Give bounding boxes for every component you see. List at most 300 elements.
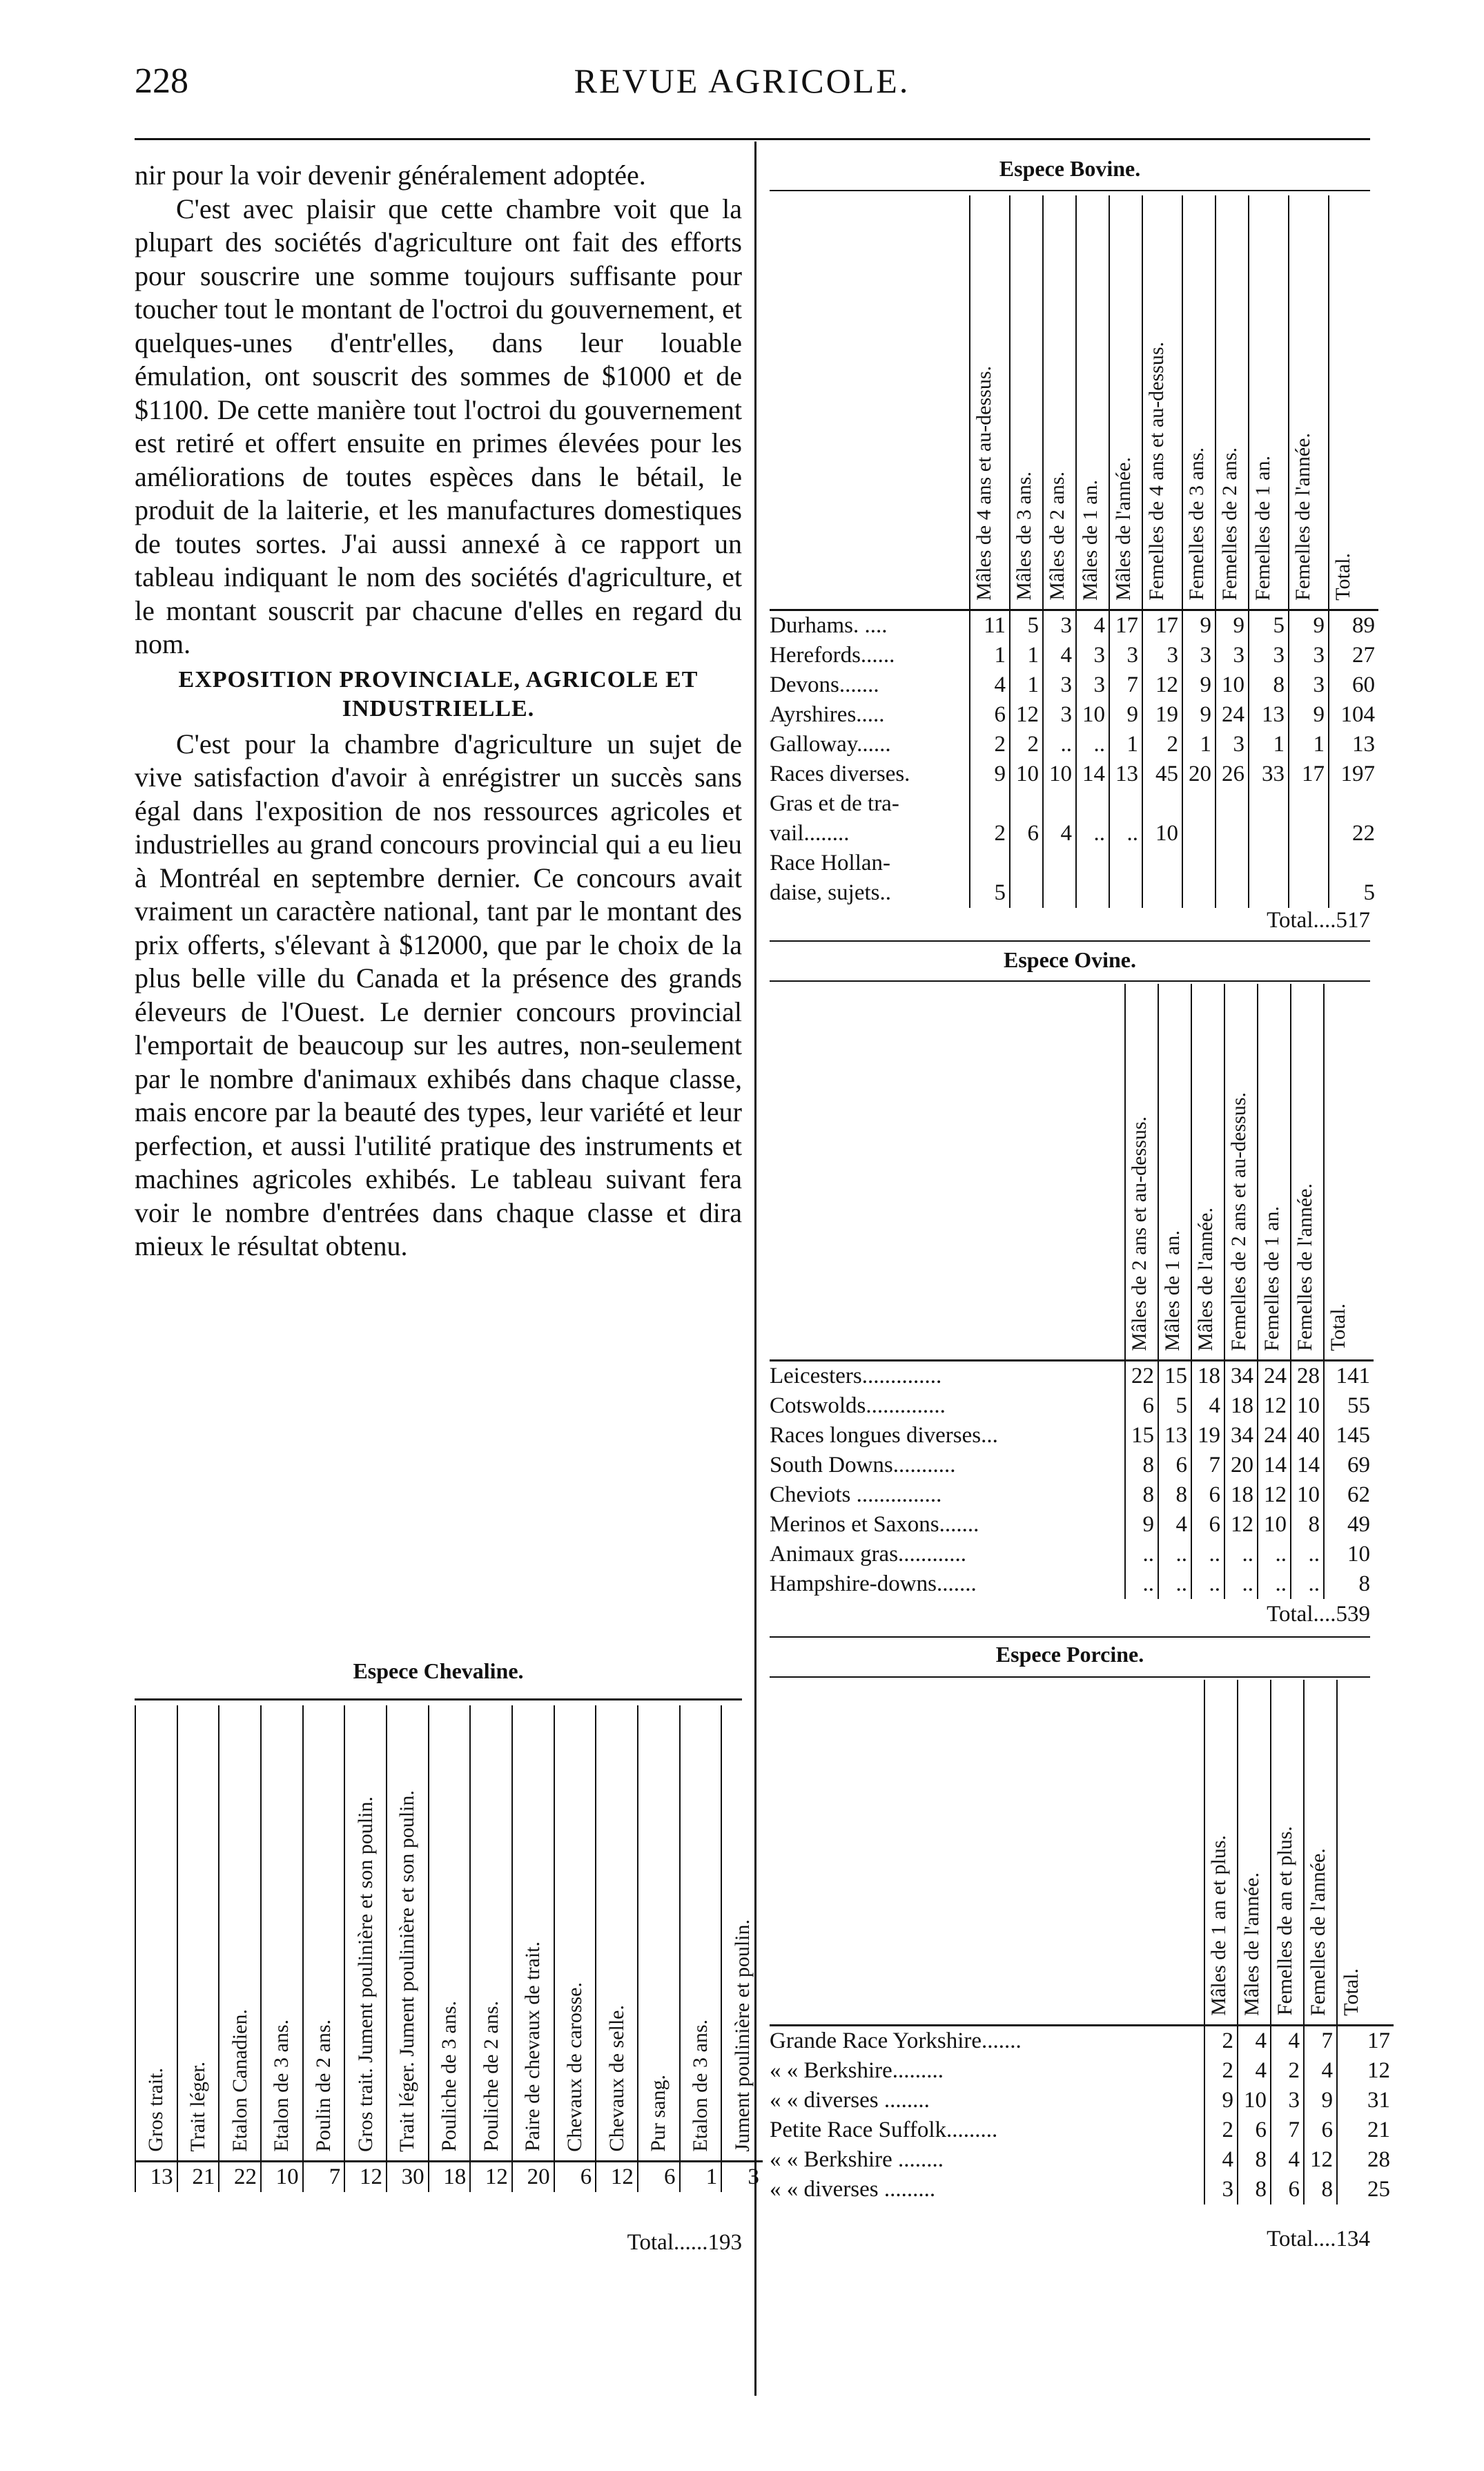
table-cell: 18 [1191, 1360, 1224, 1391]
table-cell: 20 [512, 2161, 554, 2192]
table-row [770, 1540, 1374, 1569]
column-header-label: Mâles de 3 ans. [1013, 471, 1035, 601]
table-cell: 4 [1043, 819, 1076, 849]
table-cell: 24 [1215, 700, 1249, 730]
table-cell: 8 [1125, 1451, 1158, 1480]
table-cell: 6 [1158, 1451, 1191, 1480]
left-column-text [135, 159, 742, 1263]
column-header [1142, 195, 1182, 610]
table-cell: 5 [970, 878, 1010, 908]
column-header-label: Femelles de 1 an. [1260, 1205, 1283, 1351]
chevaline-top-rule [135, 1698, 742, 1700]
paragraph: C'est pour la chambre d'agriculture un sujet de vive satisfaction d'avoir à enrégistrer un succès sans égal dans l'exposition de nos ressources agricoles et industrielles au grand concours provincial qui a eu lieu à Montréal en septembre dernier. Ce concours avait vraiment un caractère national, tant par le montant des prix offerts, s'élevant à $12000, que par le choix de la plus belle ville du Canada et la présence des grands éleveurs de l'Ouest. Le dernier concours provincial l'emportait de beaucoup sur les autres, non-seulement par le nombre d'animaux exhibés dans chaque classe, mais encore par la beauté des types, leur variété et leur perfection, et aussi l'utilité pratique des instruments et machines agricoles exhibés. Le tableau suivant fera voir le nombre d'entrées dans chaque classe et dira mieux le résultat obtenu. [135, 728, 742, 1261]
table-cell: 3 [1215, 641, 1249, 670]
column-header [512, 1705, 554, 2161]
table-cell: 1 [1182, 730, 1215, 759]
table-cell [1043, 789, 1076, 819]
table-cell: 60 [1329, 670, 1378, 700]
column-header-label: Mâles de l'année. [1194, 1207, 1217, 1351]
table-cell: 6 [554, 2161, 596, 2192]
table-cell: 6 [1238, 2115, 1271, 2145]
column-header-label: Mâles de l'année. [1112, 456, 1135, 601]
row-label: Races longues diverses... [770, 1422, 998, 1448]
table-cell: 4 [1076, 610, 1109, 641]
table-cell: 34 [1224, 1421, 1258, 1451]
table-cell: 5 [1010, 610, 1043, 641]
table-cell: .. [1224, 1569, 1258, 1599]
table-cell: 8 [1125, 1480, 1158, 1510]
table-cell: 12 [1224, 1510, 1258, 1540]
column-header [1289, 195, 1329, 610]
column-header-label: Mâles de 2 ans. [1046, 471, 1068, 601]
table-cell: 5 [1329, 878, 1378, 908]
row-label: vail........ [770, 820, 850, 846]
column-header [596, 1705, 638, 2161]
table-cell: 12 [596, 2161, 638, 2192]
column-header-label: Etalon de 3 ans. [688, 2019, 712, 2152]
table-cell: 9 [1204, 2086, 1238, 2115]
column-header [1291, 984, 1324, 1360]
table-cell: .. [1224, 1540, 1258, 1569]
row-label: Merinos et Saxons....... [770, 1511, 979, 1537]
column-header-label: Femelles de l'année. [1307, 1848, 1329, 2016]
table-cell: 49 [1324, 1510, 1374, 1540]
table-cell: 28 [1337, 2145, 1394, 2175]
table-cell [1142, 849, 1182, 878]
chevaline-total: Total......193 [627, 2230, 742, 2255]
table-cell: 8 [1249, 670, 1289, 700]
row-label: Galloway...... [770, 731, 891, 757]
table-cell: 1 [1289, 730, 1329, 759]
table-cell: .. [1076, 819, 1109, 849]
column-header-label: Pur sang. [647, 2074, 670, 2152]
table-cell: 3 [1249, 641, 1289, 670]
row-label: « « Berkshire......... [770, 2057, 944, 2083]
column-header [1271, 1680, 1304, 2025]
table-cell: 22 [1329, 819, 1378, 849]
table-cell: 15 [1125, 1421, 1158, 1451]
table-cell: 4 [1043, 641, 1076, 670]
table-cell: 21 [177, 2161, 219, 2192]
row-label: « « diverses ........ [770, 2087, 930, 2113]
column-header [1109, 195, 1142, 610]
table-cell: 12 [1258, 1391, 1291, 1421]
column-header [1224, 984, 1258, 1360]
table-cell: 10 [1043, 759, 1076, 789]
table-cell: 13 [1109, 759, 1142, 789]
column-header-label: Femelles de 1 an. [1251, 455, 1274, 601]
table-cell: 17 [1109, 610, 1142, 641]
table-cell: 45 [1142, 759, 1182, 789]
table-cell: 8 [1158, 1480, 1191, 1510]
table-cell: 10 [1258, 1510, 1291, 1540]
ovine-total: Total....539 [1267, 1602, 1370, 1627]
column-header-label: Total. [1331, 552, 1354, 601]
column-header-label: Trait léger. [186, 2061, 209, 2152]
bovine-caption: Espece Bovine. [999, 156, 1141, 181]
column-header-label: Total. [1340, 1968, 1363, 2016]
column-header-label: Pouliche de 2 ans. [479, 2001, 502, 2152]
ovine-top-rule [770, 940, 1370, 942]
column-header-label: Mâles de 4 ans et au-dessus. [973, 365, 995, 601]
table-cell: 13 [1249, 700, 1289, 730]
column-header-label: Trait léger. Jument poulinière et son poulin. [396, 1790, 419, 2152]
table-cell: 10 [1215, 670, 1249, 700]
table-row [770, 849, 1378, 878]
table-cell: 17 [1142, 610, 1182, 641]
table-cell: 55 [1324, 1391, 1374, 1421]
table-cell: 4 [1158, 1510, 1191, 1540]
table-cell: 2 [970, 819, 1010, 849]
table-row [770, 1391, 1374, 1421]
table-cell [1249, 819, 1289, 849]
table-row [770, 1451, 1374, 1480]
table-cell: 12 [1010, 700, 1043, 730]
table-row [770, 789, 1378, 819]
table-cell: 3 [1271, 2086, 1304, 2115]
table-cell: 141 [1324, 1360, 1374, 1391]
table-cell [1289, 849, 1329, 878]
table-cell: 10 [1076, 700, 1109, 730]
table-cell: 4 [1204, 2145, 1238, 2175]
table-cell: 18 [429, 2161, 471, 2192]
table-cell: 7 [1109, 670, 1142, 700]
porcine-top-rule [770, 1636, 1370, 1638]
table-cell [1182, 789, 1215, 819]
table-cell: 9 [970, 759, 1010, 789]
bovine-table [770, 195, 1378, 908]
column-header [721, 1705, 763, 2161]
table-cell: 9 [1289, 700, 1329, 730]
column-header-label: Poulin de 2 ans. [311, 2019, 335, 2152]
table-cell: 9 [1109, 700, 1142, 730]
row-label: Hampshire-downs....... [770, 1571, 977, 1596]
table-cell: 3 [1043, 610, 1076, 641]
table-cell: .. [1191, 1540, 1224, 1569]
table-cell: 10 [1291, 1480, 1324, 1510]
column-header [638, 1705, 680, 2161]
table-row [770, 2145, 1394, 2175]
column-header-label: Mâles de 1 an. [1079, 479, 1102, 601]
table-row [770, 2025, 1394, 2056]
column-header-label: Femelles de 2 ans. [1218, 447, 1241, 601]
table-cell: 9 [1182, 670, 1215, 700]
table-cell: 8 [1291, 1510, 1324, 1540]
table-cell: 13 [1158, 1421, 1191, 1451]
table-cell [1289, 789, 1329, 819]
porcine-table [770, 1680, 1394, 2204]
bovine-total: Total....517 [1267, 908, 1370, 933]
table-cell: 6 [970, 700, 1010, 730]
table-cell [1249, 789, 1289, 819]
table-cell: 145 [1324, 1421, 1374, 1451]
table-row [770, 819, 1378, 849]
table-cell: .. [1291, 1569, 1324, 1599]
column-header-label: Pouliche de 3 ans. [437, 2001, 460, 2152]
table-cell: 30 [387, 2161, 429, 2192]
bovine-top-rule [770, 190, 1370, 191]
column-header-label: Gros trait. Jument poulinière et son poulin. [353, 1796, 377, 2152]
table-cell: 12 [1304, 2145, 1337, 2175]
column-header-label: Femelles de l'année. [1291, 432, 1314, 601]
paragraph: nir pour la voir devenir généralement adoptée. [135, 159, 646, 191]
table-cell: 20 [1182, 759, 1215, 789]
row-label: Cotswolds.............. [770, 1393, 946, 1418]
table-cell: 12 [1337, 2056, 1394, 2086]
porcine-total: Total....134 [1267, 2227, 1370, 2251]
table-cell [1329, 849, 1378, 878]
column-header-label: Chevaux de selle. [605, 2005, 628, 2152]
table-row [770, 2056, 1394, 2086]
table-cell: 7 [303, 2161, 345, 2192]
row-label: Herefords...... [770, 642, 895, 668]
table-cell: 9 [1125, 1510, 1158, 1540]
table-row [770, 759, 1378, 789]
column-header [1125, 984, 1158, 1360]
column-header [219, 1705, 261, 2161]
table-cell [1076, 878, 1109, 908]
ovine-sub-rule [770, 980, 1370, 982]
table-cell: 3 [1289, 641, 1329, 670]
table-cell: 10 [261, 2161, 303, 2192]
row-label: daise, sujets.. [770, 880, 891, 905]
table-cell: 3 [1043, 700, 1076, 730]
table-cell: 40 [1291, 1421, 1324, 1451]
table-row [770, 670, 1378, 700]
table-cell: 2 [1204, 2025, 1238, 2056]
column-header [1076, 195, 1109, 610]
table-cell [1215, 819, 1249, 849]
table-cell: 1 [1109, 730, 1142, 759]
table-cell: 18 [1224, 1391, 1258, 1421]
table-cell [1249, 878, 1289, 908]
table-cell [1043, 878, 1076, 908]
column-header [680, 1705, 722, 2161]
table-cell: 3 [1289, 670, 1329, 700]
row-label: Ayrshires..... [770, 701, 885, 727]
table-cell: 12 [470, 2161, 512, 2192]
table-cell: 3 [721, 2161, 763, 2192]
table-cell [1289, 819, 1329, 849]
chevaline-table [135, 1705, 763, 2192]
table-cell [1109, 789, 1142, 819]
table-cell: 4 [1238, 2025, 1271, 2056]
table-cell: 9 [1182, 610, 1215, 641]
table-cell: 8 [1238, 2175, 1271, 2204]
table-cell: 62 [1324, 1480, 1374, 1510]
table-cell [1010, 878, 1043, 908]
table-cell: 4 [1304, 2056, 1337, 2086]
table-cell: 10 [1010, 759, 1043, 789]
column-header [1182, 195, 1215, 610]
table-cell: 6 [1010, 819, 1043, 849]
column-header [387, 1705, 429, 2161]
table-cell: 3 [1142, 641, 1182, 670]
column-header [554, 1705, 596, 2161]
column-header [1337, 1680, 1394, 2025]
table-cell: 24 [1258, 1360, 1291, 1391]
table-cell [1010, 789, 1043, 819]
table-cell [1109, 849, 1142, 878]
column-header [1324, 984, 1374, 1360]
table-cell: 4 [1191, 1391, 1224, 1421]
column-header [177, 1705, 219, 2161]
column-header [1191, 984, 1224, 1360]
table-cell: .. [1258, 1569, 1291, 1599]
table-cell: 12 [1142, 670, 1182, 700]
table-cell [1076, 849, 1109, 878]
column-header-label: Mâles de l'année. [1240, 1872, 1263, 2016]
section-heading: EXPOSITION PROVINCIALE, AGRICOLE ET INDUSTRIELLE. [178, 666, 699, 721]
column-header [1204, 1680, 1238, 2025]
header-rule [135, 138, 1370, 140]
table-cell: 11 [970, 610, 1010, 641]
column-header-label: Total. [1327, 1303, 1349, 1351]
column-header-label: Etalon Canadien. [228, 2008, 251, 2152]
table-cell: 6 [1271, 2175, 1304, 2204]
table-cell: 9 [1182, 700, 1215, 730]
column-header-label: Femelles de an et plus. [1273, 1826, 1296, 2016]
table-row [770, 2175, 1394, 2204]
column-header [1238, 1680, 1271, 2025]
table-cell [1182, 849, 1215, 878]
table-cell: 2 [1271, 2056, 1304, 2086]
table-cell: 4 [970, 670, 1010, 700]
column-header-label: Femelles de 4 ans et au-dessus. [1145, 341, 1168, 601]
table-cell: 6 [1304, 2115, 1337, 2145]
table-cell: 2 [1204, 2056, 1238, 2086]
table-row [770, 610, 1378, 641]
column-header [1215, 195, 1249, 610]
table-cell: 7 [1304, 2025, 1337, 2056]
table-row [770, 1421, 1374, 1451]
table-cell: 18 [1224, 1480, 1258, 1510]
table-cell: 3 [1043, 670, 1076, 700]
table-cell: .. [1258, 1540, 1291, 1569]
table-cell [1215, 789, 1249, 819]
column-header-label: Mâles de 2 ans et au-dessus. [1128, 1116, 1151, 1351]
table-cell: .. [1158, 1569, 1191, 1599]
table-cell: 197 [1329, 759, 1378, 789]
table-cell: .. [1191, 1569, 1224, 1599]
table-cell [1289, 878, 1329, 908]
table-cell: 10 [1324, 1540, 1374, 1569]
table-cell [1142, 789, 1182, 819]
table-cell: 26 [1215, 759, 1249, 789]
column-header [303, 1705, 345, 2161]
table-cell: 14 [1258, 1451, 1291, 1480]
row-label: Leicesters.............. [770, 1363, 942, 1388]
table-cell: 9 [1304, 2086, 1337, 2115]
table-cell: 3 [1109, 641, 1142, 670]
table-cell: 8 [1304, 2175, 1337, 2204]
row-label: Durhams. .... [770, 612, 888, 638]
table-row [770, 1480, 1374, 1510]
column-header [1304, 1680, 1337, 2025]
table-row [770, 1569, 1374, 1599]
table-cell: 13 [1329, 730, 1378, 759]
table-cell: 17 [1337, 2025, 1394, 2056]
table-cell [1215, 878, 1249, 908]
column-header-label: Chevaux de carosse. [563, 1981, 586, 2152]
table-cell: 2 [970, 730, 1010, 759]
column-header-label: Femelles de 3 ans. [1185, 447, 1208, 601]
table-cell: 1 [1249, 730, 1289, 759]
table-cell: 14 [1291, 1451, 1324, 1480]
table-cell: 22 [1125, 1360, 1158, 1391]
table-cell [1182, 878, 1215, 908]
table-cell: 6 [1191, 1480, 1224, 1510]
row-label: Petite Race Suffolk......... [770, 2117, 998, 2142]
table-row [770, 641, 1378, 670]
column-header [1043, 195, 1076, 610]
table-cell: 6 [1191, 1510, 1224, 1540]
table-cell: 15 [1158, 1360, 1191, 1391]
table-cell: 12 [1258, 1480, 1291, 1510]
table-cell [1329, 789, 1378, 819]
table-cell [970, 849, 1010, 878]
page-number: 228 [135, 61, 188, 101]
row-label: Cheviots ............... [770, 1482, 942, 1507]
table-cell: 7 [1271, 2115, 1304, 2145]
table-cell: 1 [1010, 641, 1043, 670]
table-cell: 89 [1329, 610, 1378, 641]
table-cell: 6 [638, 2161, 680, 2192]
table-cell: 10 [1238, 2086, 1271, 2115]
table-cell: 10 [1291, 1391, 1324, 1421]
column-header-label: Paire de chevaux de trait. [521, 1941, 545, 2152]
row-label: Race Hollan- [770, 850, 891, 875]
corner-cell [770, 984, 1125, 1360]
column-header-label: Gros trait. [144, 2067, 168, 2152]
column-header [1329, 195, 1378, 610]
table-cell: 3 [1182, 641, 1215, 670]
table-cell [1010, 849, 1043, 878]
table-cell: 4 [1238, 2056, 1271, 2086]
row-label: Grande Race Yorkshire....... [770, 2028, 1022, 2053]
table-row [770, 1510, 1374, 1540]
table-cell: 12 [344, 2161, 387, 2192]
table-cell: .. [1125, 1540, 1158, 1569]
table-cell: 27 [1329, 641, 1378, 670]
table-cell: 1 [1010, 670, 1043, 700]
table-cell: 2 [1204, 2115, 1238, 2145]
table-cell: 3 [1076, 670, 1109, 700]
table-cell [1182, 819, 1215, 849]
column-header-label: Jument poulinière et poulin. [730, 1919, 754, 2152]
table-cell: 1 [680, 2161, 722, 2192]
table-cell [1043, 849, 1076, 878]
column-header [1258, 984, 1291, 1360]
column-header [970, 195, 1010, 610]
table-cell: 28 [1291, 1360, 1324, 1391]
table-cell: 25 [1337, 2175, 1394, 2204]
table-cell: 104 [1329, 700, 1378, 730]
table-cell: 31 [1337, 2086, 1394, 2115]
table-cell: .. [1291, 1540, 1324, 1569]
table-cell: 8 [1324, 1569, 1374, 1599]
table-cell: 1 [970, 641, 1010, 670]
column-header-label: Etalon de 3 ans. [270, 2019, 293, 2152]
table-row [770, 878, 1378, 908]
row-label: Gras et de tra- [770, 791, 899, 816]
table-cell: 7 [1191, 1451, 1224, 1480]
table-cell: 9 [1215, 610, 1249, 641]
table-cell: 13 [135, 2161, 177, 2192]
column-header [1010, 195, 1043, 610]
paragraph: C'est avec plaisir que cette chambre voit que la plupart des sociétés d'agriculture ont fait des efforts pour souscrire une somme toujours suffisante pour toucher tout le montant de l'octroi du gouvernement, et quelques-unes d'entr'elles, dans leur louable émulation, ont souscrit des sommes de $1000 et de $1100. De cette manière tout l'octroi du gouvernement est retiré et offert ensuite en primes élevées pour les améliorations de toutes espèces dans le bétail, le produit de la laiterie, et les manufactures domestiques de toutes sortes. J'ai aussi annexé à ce rapport un tableau indiquant le nom des sociétés d'agriculture, et le montant souscrit par chacune d'elles en regard du nom. [135, 193, 742, 659]
column-header [1249, 195, 1289, 610]
